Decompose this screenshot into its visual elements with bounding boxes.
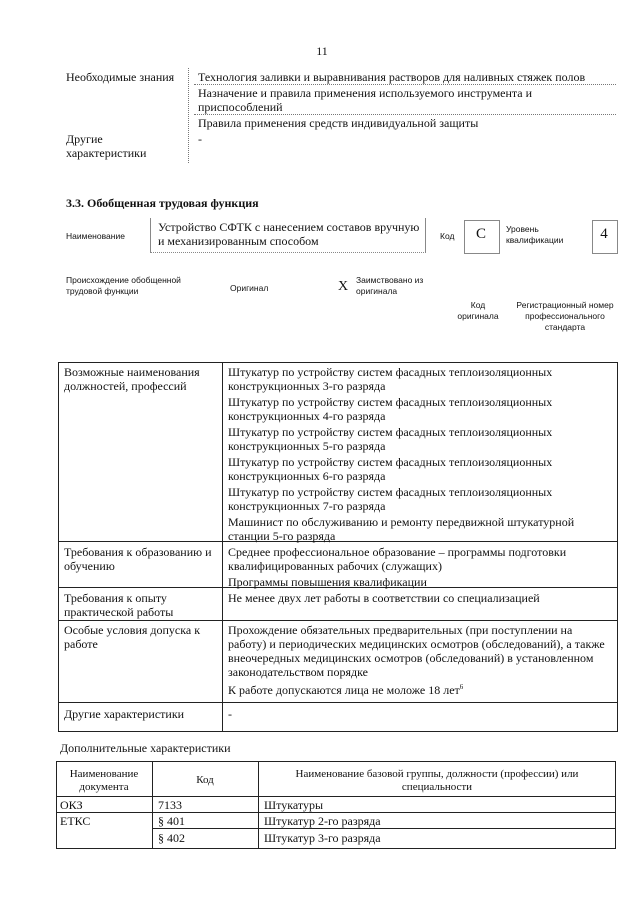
admission-item-1: Прохождение обязательных предварительных (при поступлении на работу) и периодических медицинских осмотров (обследований), а также внеочередных медицинских осмотров (обследований) в установленном законодательством порядке — [228, 623, 605, 679]
position-item-2: Штукатур по устройству систем фасадных теплоизоляционных конструкционных 4-го разряда — [228, 395, 553, 423]
row-2-code: § 401 — [158, 814, 185, 828]
knowledge-item-2: Назначение и правила применения используемого инструмента и приспособлений — [198, 86, 533, 114]
position-item-1: Штукатур по устройству систем фасадных теплоизоляционных конструкционных 3-го разряда — [228, 365, 553, 393]
origin-label: Происхождение обобщенной трудовой функции — [66, 275, 181, 296]
code-original-label: Код оригинала — [457, 300, 499, 321]
reg-number-label: Регистрационный номер профессионального стандарта — [516, 300, 614, 332]
knowledge-label: Необходимые знания — [66, 70, 175, 84]
additional-title: Дополнительные характеристики — [60, 741, 231, 755]
row-1-code: 7133 — [158, 798, 182, 812]
section-heading: 3.3. Обобщенная трудовая функция — [66, 196, 259, 210]
code-label: Код — [440, 231, 455, 241]
experience-label: Требования к опыту практической работы — [64, 591, 174, 619]
header-name: Наименование базовой группы, должности (профессии) или специальности — [295, 768, 579, 793]
name-label: Наименование — [66, 231, 125, 241]
knowledge-item-3: Правила применения средств индивидуальной защиты — [198, 116, 479, 130]
education-label: Требования к образованию и обучению — [64, 545, 212, 573]
admission-label: Особые условия допуска к работе — [64, 623, 201, 651]
level-label: Уровень квалификации — [506, 224, 564, 245]
function-name: Устройство СФТК с нанесением составов вручную и механизированным способом — [158, 220, 420, 248]
education-item-2: Программы повышения квалификации — [228, 575, 427, 589]
education-item-1: Среднее профессиональное образование – программы подготовки квалифицированных рабочих (служащих) — [228, 545, 567, 573]
original-mark: X — [338, 279, 349, 294]
row-2-doc: ЕТКС — [60, 814, 91, 828]
row-3-code: § 402 — [158, 831, 185, 845]
position-item-6: Машинист по обслуживанию и ремонту передвижной штукатурной станции 5-го разряда — [228, 515, 575, 543]
header-code: Код — [196, 774, 214, 786]
original-label: Оригинал — [230, 283, 269, 293]
position-item-3: Штукатур по устройству систем фасадных теплоизоляционных конструкционных 5-го разряда — [228, 425, 553, 453]
footnote-mark: 6 — [459, 683, 464, 691]
row-1-name: Штукатуры — [264, 798, 324, 812]
position-item-4: Штукатур по устройству систем фасадных теплоизоляционных конструкционных 6-го разряда — [228, 455, 553, 483]
page-number: 11 — [316, 44, 328, 58]
borrowed-label: Заимствовано из оригинала — [356, 275, 424, 296]
other-characteristics-value: - — [198, 132, 202, 146]
admission-item-2: К работе допускаются лица не моложе 18 лет$^6$ — [228, 683, 464, 697]
positions-label: Возможные наименования должностей, профессий — [64, 365, 200, 393]
other-value: - — [228, 707, 232, 721]
level-value: 4 — [600, 226, 608, 242]
row-1-doc: ОКЗ — [60, 798, 83, 812]
row-3-name: Штукатур 3-го разряда — [264, 831, 381, 845]
other-label: Другие характеристики — [64, 707, 185, 721]
position-item-5: Штукатур по устройству систем фасадных теплоизоляционных конструкционных 7-го разряда — [228, 485, 553, 513]
row-2-name: Штукатур 2-го разряда — [264, 814, 381, 828]
experience-value: Не менее двух лет работы в соответствии со специализацией — [228, 591, 540, 605]
code-value: С — [475, 226, 486, 242]
header-document: Наименование документа — [69, 768, 139, 793]
knowledge-item-1: Технология заливки и выравнивания растворов для наливных стяжек полов — [198, 70, 586, 84]
other-characteristics-label: Другие характеристики — [66, 132, 147, 160]
